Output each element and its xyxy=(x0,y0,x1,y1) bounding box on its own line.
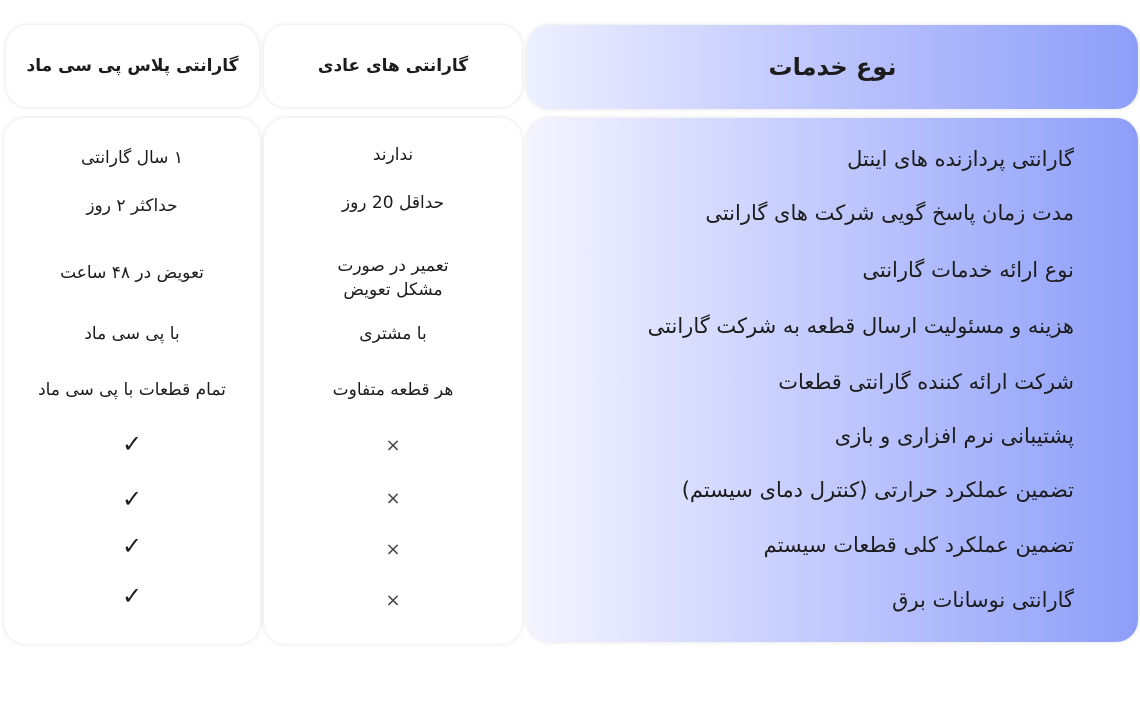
feature-service-type: نوع ارائه خدمات گارانتی xyxy=(862,258,1074,282)
normal-warranty-header: گارانتی های عادی xyxy=(264,25,522,107)
normal-cell-provider: هر قطعه متفاوت xyxy=(332,380,454,400)
plus-cell-shipping: با پی سی ماد xyxy=(84,324,180,344)
check-icon: ✓ xyxy=(121,582,143,610)
check-icon: ✓ xyxy=(121,532,143,560)
cross-icon: × xyxy=(385,435,401,456)
cross-icon: × xyxy=(385,590,401,611)
normal-warranty-column xyxy=(264,118,522,644)
cross-icon: × xyxy=(385,539,401,560)
plus-cell-service-type: تعویض در ۴۸ ساعت xyxy=(60,263,204,283)
plus-cell-intel: ۱ سال گارانتی xyxy=(81,148,183,168)
normal-cell-shipping: با مشتری xyxy=(359,324,427,344)
plus-cell-response: حداکثر ۲ روز xyxy=(86,196,178,216)
plus-cell-provider: تمام قطعات با پی سی ماد xyxy=(38,380,226,400)
plus-warranty-column xyxy=(4,118,260,644)
feature-intel-cpu: گارانتی پردازنده های اینتل xyxy=(847,147,1074,171)
feature-thermal: تضمین عملکرد حرارتی (کنترل دمای سیستم) xyxy=(681,478,1074,502)
feature-power-surge: گارانتی نوسانات برق xyxy=(892,588,1074,612)
plus-warranty-header: گارانتی پلاس پی سی ماد xyxy=(6,25,259,107)
feature-provider: شرکت ارائه کننده گارانتی قطعات xyxy=(778,370,1074,394)
feature-overall-performance: تضمین عملکرد کلی قطعات سیستم xyxy=(763,533,1074,557)
feature-software-support: پشتیبانی نرم افزاری و بازی xyxy=(834,424,1074,448)
feature-shipping-cost: هزینه و مسئولیت ارسال قطعه به شرکت گارانتی xyxy=(647,314,1074,338)
services-column xyxy=(527,118,1138,642)
normal-cell-service-type: تعمیر در صورت مشکل تعویض xyxy=(337,256,449,300)
feature-response-time: مدت زمان پاسخ گویی شرکت های گارانتی xyxy=(705,201,1074,225)
services-header: نوع خدمات xyxy=(527,25,1138,109)
check-icon: ✓ xyxy=(121,430,143,458)
normal-cell-intel: ندارند xyxy=(372,145,414,165)
check-icon: ✓ xyxy=(121,485,143,513)
normal-cell-response: حداقل 20 روز xyxy=(341,193,445,213)
cross-icon: × xyxy=(385,488,401,509)
